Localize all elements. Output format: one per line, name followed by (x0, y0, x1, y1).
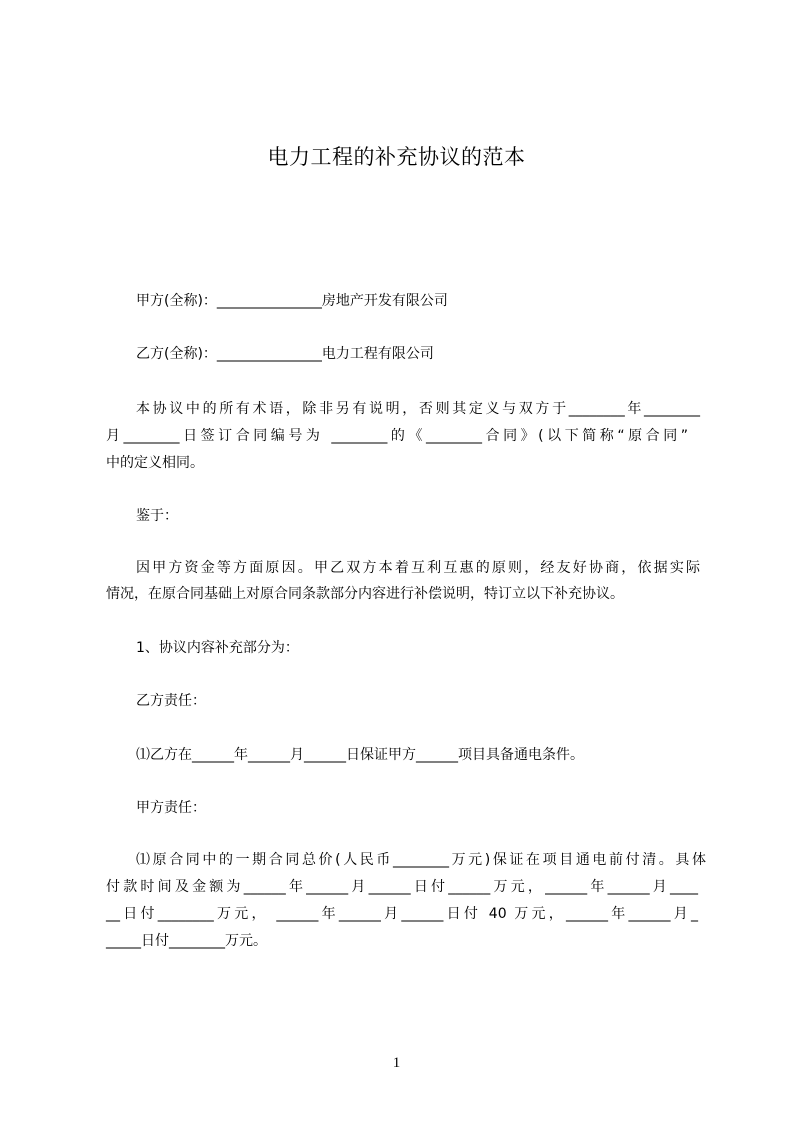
reason-paragraph-line-1: 因甲方资金等方面原因。甲乙双方本着互利互惠的原则，经友好协商，依据实际 (136, 560, 700, 576)
party-a-duty-line-4: _____日付________万元。 (106, 933, 267, 949)
whereas-heading: 鉴于： (136, 508, 178, 524)
terms-paragraph-line-2: 月________日签订合同编号为 ________的《________合同》(以下简称“原合同” (106, 428, 688, 444)
terms-paragraph-line-1: 本协议中的所有术语，除非另有说明，否则其定义与双方于________年________ (136, 401, 700, 417)
page-title: 电力工程的补充协议的范本 (267, 145, 526, 169)
party-a-duty-line-3: __日付________万元， ______年______月______日付 40 万元，______年______月_ (106, 906, 698, 922)
page-number: 1 (392, 1055, 401, 1071)
terms-paragraph-line-3: 中的定义相同。 (106, 455, 204, 471)
party-a-line: 甲方(全称)：_______________房地产开发有限公司 (136, 293, 448, 309)
party-b-duty-item: ⑴乙方在______年______月______日保证甲方______项目具备通电条件。 (136, 747, 584, 763)
party-a-duty-heading: 甲方责任： (136, 800, 206, 816)
party-b-line: 乙方(全称)：_______________电力工程有限公司 (136, 346, 434, 362)
section-1-heading: 1、协议内容补充部分为： (136, 640, 299, 656)
party-b-duty-heading: 乙方责任： (136, 693, 206, 709)
reason-paragraph-line-2: 情况，在原合同基础上对原合同条款部分内容进行补偿说明，特订立以下补充协议。 (106, 586, 624, 602)
party-a-duty-line-2: 付款时间及金额为______年______月______日付______万元，______年______月____ (106, 879, 698, 895)
party-a-duty-line-1: ⑴原合同中的一期合同总价(人民币________万元)保证在项目通电前付清。具体 (136, 852, 706, 868)
